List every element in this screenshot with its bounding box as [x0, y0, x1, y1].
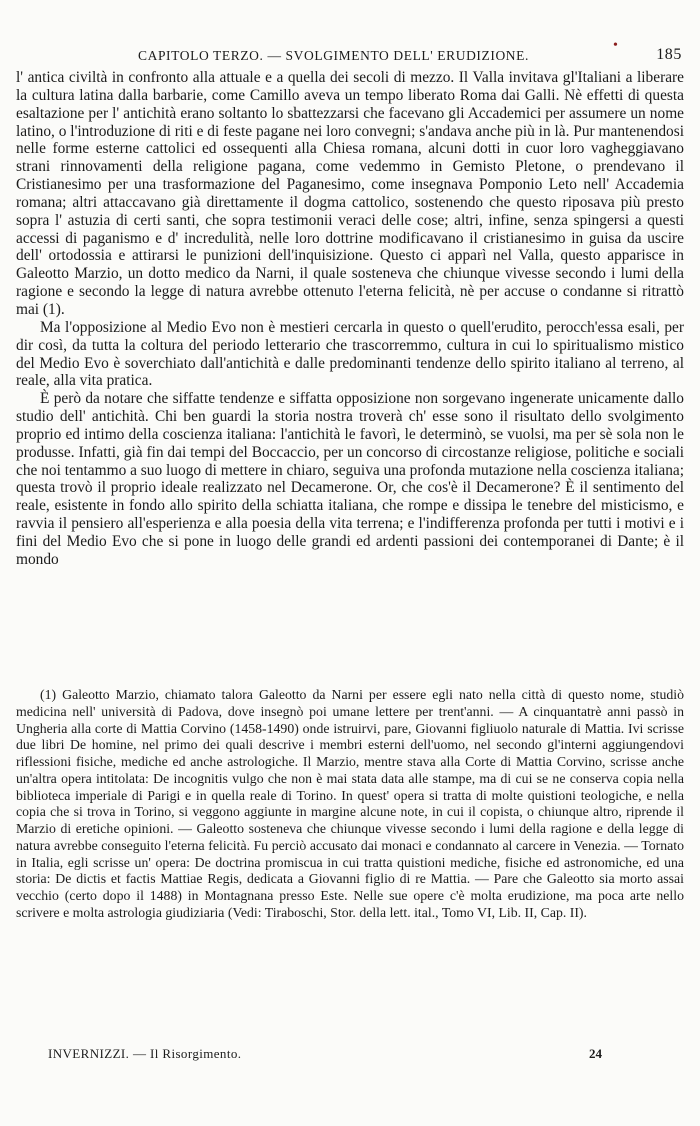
running-title: CAPITOLO TERZO. — SVOLGIMENTO DELL' ERUDIZIONE.	[138, 48, 529, 63]
ink-speck: •	[613, 38, 619, 53]
page-footer	[16, 1046, 684, 1066]
paragraph: È però da notare che siffatte tendenze e siffatta opposizione non sorgevano ingenerate unicamente dallo studio dell' antichità. Chi ben guardi la storia nostra troverà ch' esse sono il risultato dello svolgimento proprio ed intimo della coscienza italiana: l'antichità le favorì, le determinò, se vuolsi, ma per sè sola non le produsse. Infatti, già fin dai tempi del Boccaccio, per un concorso di circostanze religiose, politiche e sociali che noi tentammo a suo luogo di mettere in chiaro, seguiva una profonda mutazione nella coscienza italiana; questa trovò il proprio ideale realizzato nel Decamerone. Or, che cos'è il Decamerone? È il sentimento del reale, esistente in fondo allo spirito della schiatta italiana, che rompe e dissipa le tenebre del misticismo, e ravvia il pensiero all'esperienza e alla poesia della vita terrena; e l'indifferenza profonda per tutti i motivi e i fini del Medio Evo che si pone in luogo delle grandi ed ardenti passioni dei contemporanei di Dante; è il mondo	[16, 390, 684, 568]
main-text	[16, 69, 684, 569]
page-number: 185	[656, 46, 682, 63]
footnote-text: (1) Galeotto Marzio, chiamato talora Galeotto da Narni per essere egli nato nella città di questo nome, studiò medicina nell' università di Padova, dove insegnò poi umane lettere per trent'anni. — A cinquantatrè anni passò in Ungheria alla corte di Mattia Corvino (1458-1490) onde istruirvi, pare, Giovanni figliuolo naturale di Mattia. Ivi scrisse due libri De homine, nel primo dei quali descrive i membri esterni dell'uomo, nel secondo gl'interni aggiungendovi riflessioni fisiche, mediche ed anche astrologiche. Il Marzio, mentre stava alla Corte di Mattia Corvino, scrisse anche un'altra opera intitolata: De incognitis vulgo che non è mai stata data alle stampe, ma di cui se ne conserva copia nella biblioteca imperiale di Parigi e in quella reale di Torino. In quest' opera si tratta di molte quistioni teologiche, e nella copia che si trova in Torino, si veggono aggiunte in margine alcune note, in cui il copista, o chiunque altro, riprende il Marzio di eretiche opinioni. — Galeotto sosteneva che chiunque vivesse secondo i lumi della ragione e della legge di natura avrebbe conseguito l'eterna felicità. Fu perciò accusato dai monaci e condannato al carcere in Venezia. — Tornato in Italia, egli scrisse un' opera: De doctrina promiscua in cui tratta quistioni mediche, fisiche ed astronomiche, ed una storia: De dictis et factis Mattiae Regis, dedicata a Giovanni figlio di re Mattia. — Pare che Galeotto sia morto assai vecchio (certo dopo il 1488) in Montagnana presso Este. Nelle sue opere c'è molta erudizione, ma poca arte nello scrivere e molta astrologia giudiziaria (Vedi: Tiraboschi, Stor. della lett. ital., Tomo VI, Lib. II, Cap. II).	[16, 687, 684, 920]
footer-author-line: INVERNIZZI. — Il Risorgimento.	[48, 1046, 242, 1061]
footnote	[16, 687, 684, 922]
paragraph: Ma l'opposizione al Medio Evo non è mestieri cercarla in questo o quell'erudito, perocch'essa esali, per dir così, da tutta la coltura del periodo letterario che trascorremmo, cultura in cui lo spiritualismo mistico del Medio Evo è soverchiato dall'antichità e dalle predominanti tendenze dello spirito italiano al terreno, al reale, alla vita pratica.	[16, 318, 684, 390]
signature-mark: 24	[589, 1046, 602, 1061]
paragraph-continued: l' antica civiltà in confronto alla attuale e a quella dei secoli di mezzo. Il Valla invitava gl'Italiani a liberare la cultura latina dalla barbarie, come Camillo aveva un tempo liberato Roma dai Galli. Nè effetti di questa esaltazione per l' antichità erano soltanto lo sbattezzarsi che facevano gli Accademici per assumere un nome latino, o l'introduzione di riti e di feste pagane nei loro convegni; s'andava anche più in là. Pur mantenendosi nelle forme esterne cattolici ed ossequenti alla Chiesa romana, alcuni dotti in cuor loro vagheggiavano strani rinnovamenti della religione pagana, come vedemmo in Gemisto Pletone, o prendevano il Cristianesimo per una trasformazione del Paganesimo, come insegnava Pomponio Leto nell' Accademia romana; altri attaccavano già direttamente il dogma cattolico, sostenendo che questo riposava più presto sopra l' astuzia di certi santi, che sopra testimonii veraci delle cose; altri, infine, senza spingersi a questi accessi di paganismo e d' incredulità, nelle loro dottrine modificavano il cristianesimo in guisa da uscire dell' ortodossia e attirarsi le punizioni dell'inquisizione. Questo ci apparì nel Valla, questo apparisce in Galeotto Marzio, un dotto medico da Narni, il quale sosteneva che chiunque vivesse secondo i lumi della ragione e secondo la legge di natura avrebbe ottenuto l'eterna felicità, nè per accuse o condanne si ritrattò mai (1).	[16, 69, 685, 318]
running-header	[16, 38, 684, 68]
